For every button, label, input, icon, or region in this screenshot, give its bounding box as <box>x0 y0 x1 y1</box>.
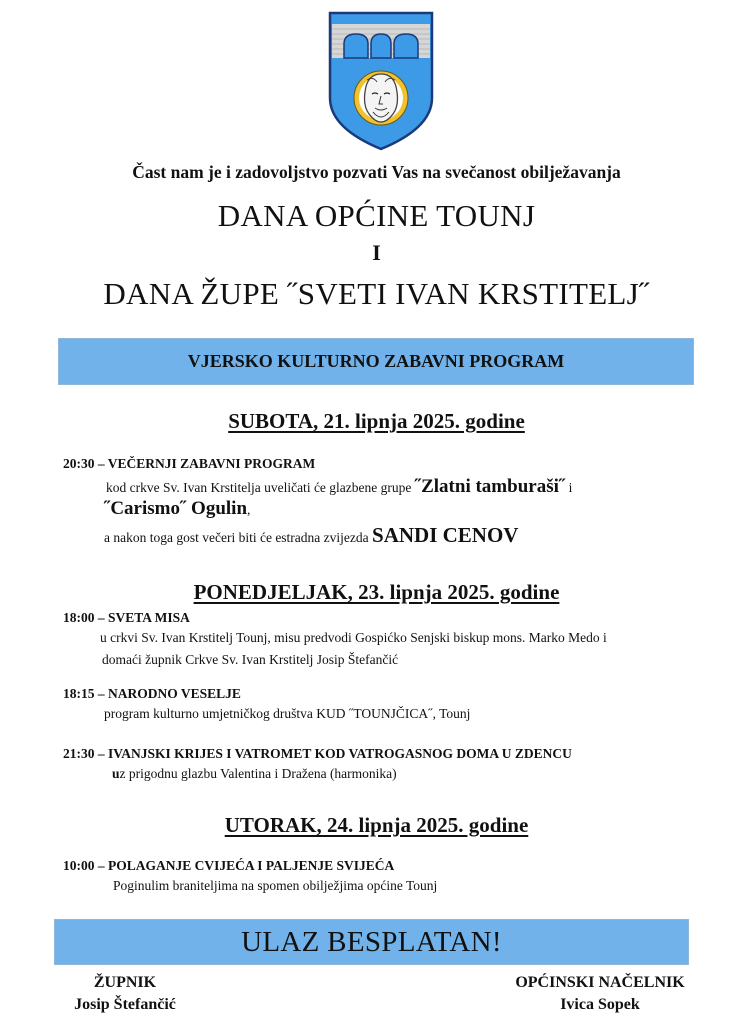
event-description: domaći župnik Crkve Sv. Ivan Krstitelj Josip Štefančić <box>102 652 399 667</box>
event-description: ˝Carismo˝ Ogulin, <box>104 498 251 519</box>
day-heading-saturday: SUBOTA, 21. lipnja 2025. godine <box>228 409 525 433</box>
event-title: 18:15 – NARODNO VESELJE <box>63 686 241 701</box>
band-name-highlight: ˝Zlatni tamburaši˝ <box>414 476 566 497</box>
signature-name: Ivica Sopek <box>560 996 640 1013</box>
day-heading-monday: PONEDJELJAK, 23. lipnja 2025. godine <box>193 580 560 604</box>
event-title: 21:30 – IVANJSKI KRIJES I VATROMET KOD VATROGASNOG DOMA U ZDENCU <box>63 746 572 761</box>
day-heading-tuesday: UTORAK, 24. lipnja 2025. godine <box>224 813 529 837</box>
signature-name: Josip Štefančić <box>74 996 176 1013</box>
program-banner <box>58 338 694 385</box>
free-entry-label: ULAZ BESPLATAN! <box>241 925 502 958</box>
municipal-coat-of-arms-icon <box>327 10 435 152</box>
signature-mayor <box>480 972 720 1016</box>
event-description: a nakon toga gost večeri biti će estradna zvijezda SANDI CENOV <box>104 523 519 547</box>
event-title: 18:00 – SVETA MISA <box>63 610 190 625</box>
invitation-text: Čast nam je i zadovoljstvo pozvati Vas na svečanost obilježavanja <box>132 162 621 182</box>
event-title: 10:00 – POLAGANJE CVIJEĆA I PALJENJE SVIJEĆA <box>63 858 395 873</box>
event-description: Poginulim braniteljima na spomen obilježjima općine Tounj <box>113 878 438 893</box>
signature-role: ŽUPNIK <box>93 974 157 991</box>
event-title: 20:30 – VEČERNJI ZABAVNI PROGRAM <box>63 456 316 471</box>
band-name-highlight: ˝Carismo˝ Ogulin <box>104 498 248 519</box>
saint-head-icon <box>354 71 408 125</box>
event-description: uz prigodnu glazbu Valentina i Dražena (harmonika) <box>112 766 397 781</box>
event-description: kod crkve Sv. Ivan Krstitelja uveličati će glazbene grupe ˝Zlatni tamburaši˝ i <box>106 476 573 497</box>
signature-role: OPĆINSKI NAČELNIK <box>515 974 685 991</box>
signature-parish-priest <box>45 972 205 1016</box>
title-parish-day: DANA ŽUPE ˝SVETI IVAN KRSTITELJ˝ <box>103 276 650 311</box>
event-description: program kulturno umjetničkog društva KUD ˝TOUNJČICA˝, Tounj <box>104 706 471 721</box>
title-conjunction: I <box>372 240 381 265</box>
guest-star-highlight: SANDI CENOV <box>372 523 519 547</box>
program-banner-label: VJERSKO KULTURNO ZABAVNI PROGRAM <box>187 351 565 371</box>
bridge-icon <box>332 24 430 58</box>
event-description: u crkvi Sv. Ivan Krstitelj Tounj, misu predvodi Gospićko Senjski biskup mons. Marko Medo i <box>100 630 607 645</box>
title-municipality-day: DANA OPĆINE TOUNJ <box>217 198 536 233</box>
free-entry-banner <box>54 919 689 965</box>
